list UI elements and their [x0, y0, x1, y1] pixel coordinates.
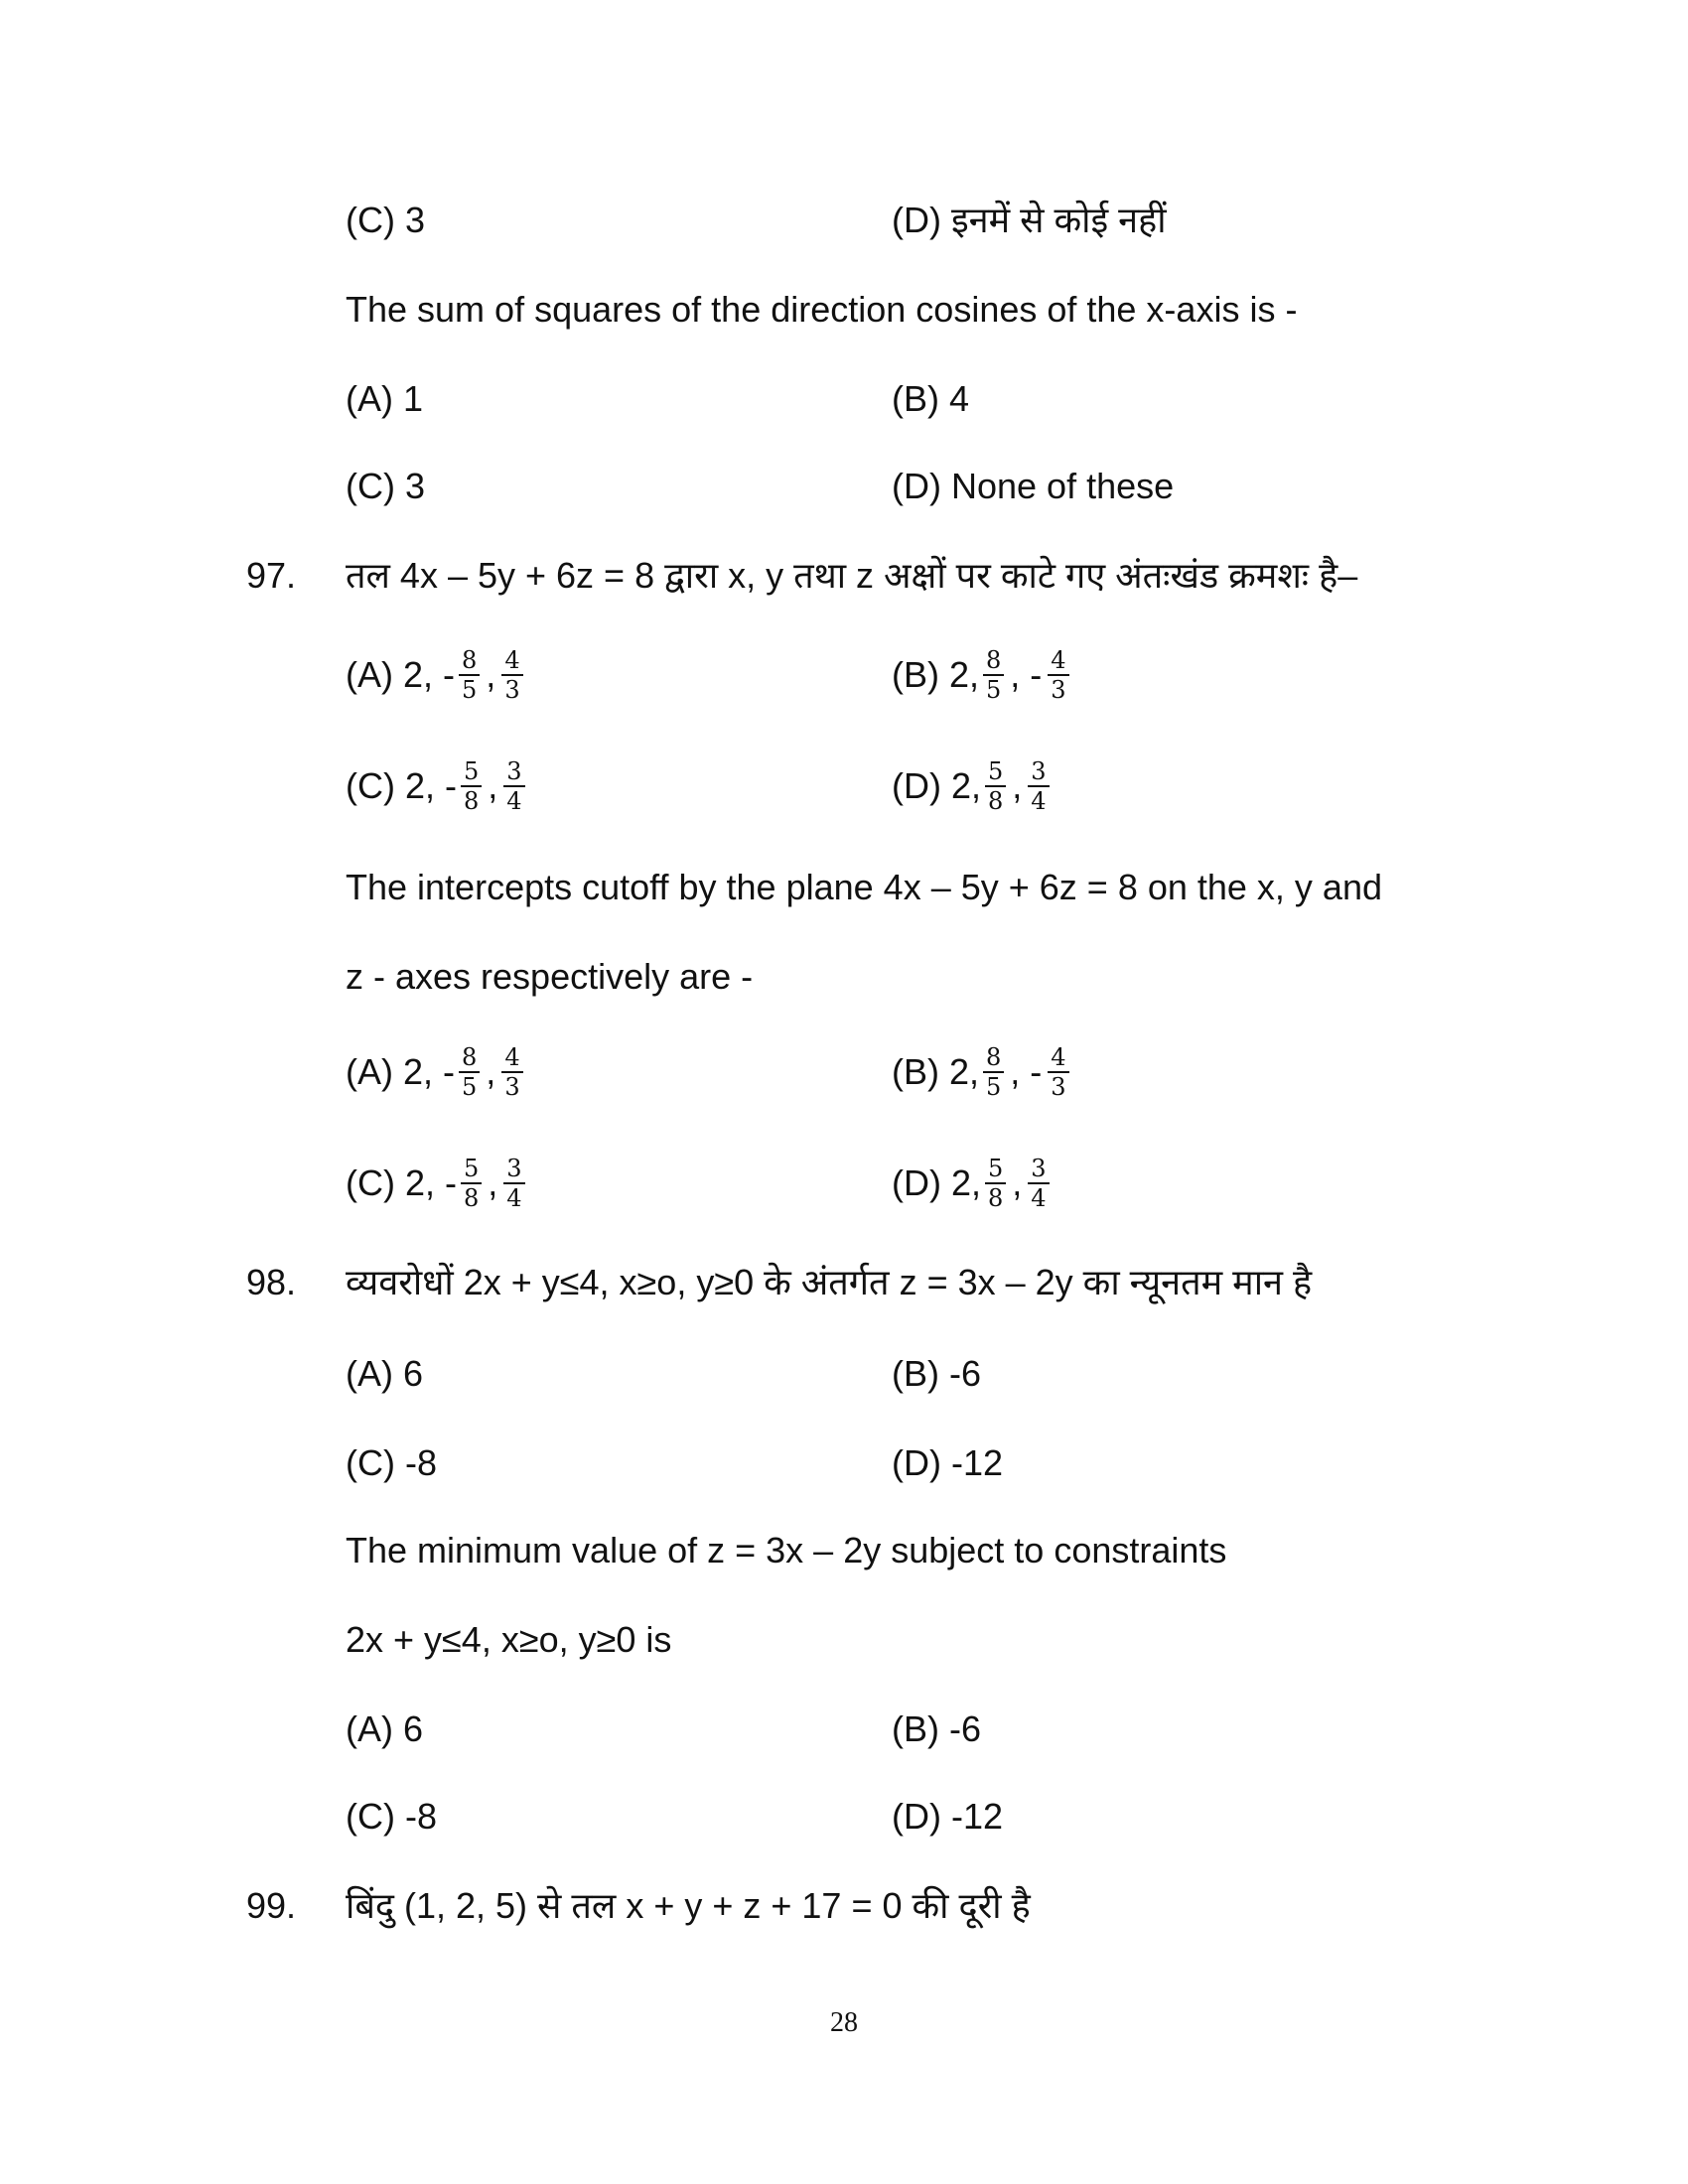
option-a: (A) 6	[346, 1353, 424, 1394]
option-c: (C) 3	[346, 200, 425, 240]
question-number: 98.	[246, 1262, 297, 1302]
fraction: $\frac{8}{5}$	[983, 647, 1004, 703]
fraction: $\frac{8}{5}$	[983, 1044, 1004, 1100]
fraction: $\frac{3}{4}$	[1028, 758, 1049, 814]
question-text: The minimum value of z = 3x – 2y subject to constraints	[346, 1530, 1227, 1570]
question-text: The intercepts cutoff by the plane 4x – 5y + 6z = 8 on the x, y and	[346, 867, 1382, 907]
option-c: (C) 3	[346, 466, 425, 506]
option-c: (C) -8	[346, 1442, 437, 1483]
fraction: $\frac{3}{4}$	[503, 758, 524, 814]
question-text: 2x + y≤4, x≥o, y≥0 is	[346, 1619, 672, 1660]
question-text-hindi: व्यवरोधों 2x + y≤4, x≥o, y≥0 के अंतर्गत z = 3x – 2y का न्यूनतम मान है	[346, 1262, 1313, 1302]
fraction: $\frac{4}{3}$	[501, 1044, 522, 1100]
option-a: (A) 2, - $\frac{8}{5}$ , $\frac{4}{3}$	[346, 647, 527, 703]
option-b: (B) 4	[892, 378, 970, 419]
question-text-hindi: तल 4x – 5y + 6z = 8 द्वारा x, y तथा z अक्षों पर काटे गए अंतःखंड क्रमशः है–	[346, 555, 1358, 596]
option-d: (D) 2, $\frac{5}{8}$ , $\frac{3}{4}$	[892, 1156, 1054, 1211]
question-number: 99.	[246, 1885, 297, 1926]
option-c: (C) 2, - $\frac{5}{8}$ , $\frac{3}{4}$	[346, 758, 529, 814]
fraction: $\frac{3}{4}$	[503, 1156, 524, 1211]
option-c: (C) 2, - $\frac{5}{8}$ , $\frac{3}{4}$	[346, 1156, 529, 1211]
option-d: (D) None of these	[892, 466, 1175, 506]
option-b: (B) -6	[892, 1708, 981, 1749]
fraction: $\frac{4}{3}$	[1048, 647, 1068, 703]
question-text: z - axes respectively are -	[346, 956, 754, 997]
option-b: (B) 2, $\frac{8}{5}$ , - $\frac{4}{3}$	[892, 1044, 1073, 1100]
option-d: (D) 2, $\frac{5}{8}$ , $\frac{3}{4}$	[892, 758, 1054, 814]
page-number: 28	[830, 2007, 858, 2038]
fraction: $\frac{3}{4}$	[1028, 1156, 1049, 1211]
question-text: The sum of squares of the direction cosines of the x-axis is -	[346, 289, 1298, 330]
fraction: $\frac{4}{3}$	[1048, 1044, 1068, 1100]
option-c: (C) -8	[346, 1796, 437, 1837]
option-a: (A) 1	[346, 378, 424, 419]
fraction: $\frac{4}{3}$	[501, 647, 522, 703]
fraction: $\frac{8}{5}$	[459, 1044, 480, 1100]
option-b: (B) 2, $\frac{8}{5}$ , - $\frac{4}{3}$	[892, 647, 1073, 703]
fraction: $\frac{5}{8}$	[985, 1156, 1006, 1211]
question-number: 97.	[246, 555, 297, 596]
question-text-hindi: बिंदु (1, 2, 5) से तल x + y + z + 17 = 0 की दूरी है	[346, 1885, 1031, 1926]
fraction: $\frac{5}{8}$	[461, 758, 482, 814]
fraction: $\frac{8}{5}$	[459, 647, 480, 703]
option-d: (D) -12	[892, 1796, 1004, 1837]
option-a: (A) 2, - $\frac{8}{5}$ , $\frac{4}{3}$	[346, 1044, 527, 1100]
fraction: $\frac{5}{8}$	[985, 758, 1006, 814]
option-d: (D) -12	[892, 1442, 1004, 1483]
fraction: $\frac{5}{8}$	[461, 1156, 482, 1211]
option-b: (B) -6	[892, 1353, 981, 1394]
option-d: (D) इनमें से कोई नहीं	[892, 200, 1167, 240]
option-a: (A) 6	[346, 1708, 424, 1749]
